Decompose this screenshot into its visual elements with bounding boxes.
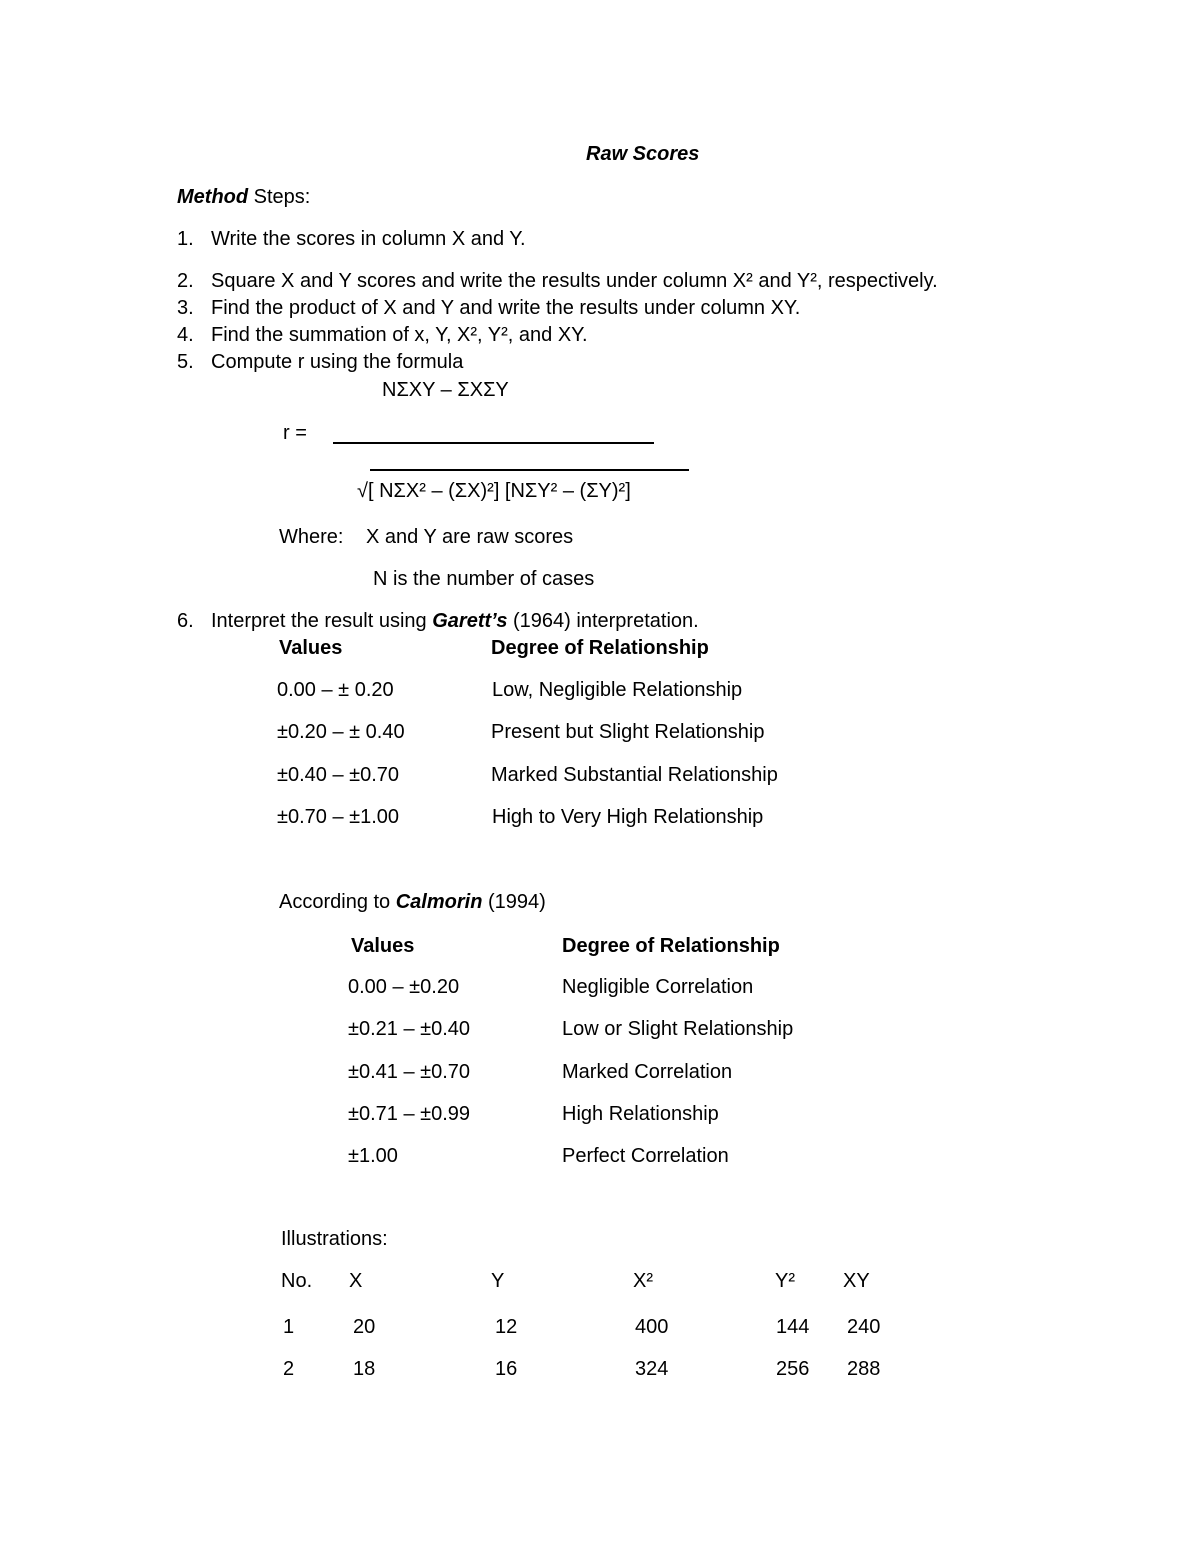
where-line-2: N is the number of cases: [373, 568, 595, 590]
illus-row-2-x: 18: [353, 1358, 376, 1380]
calmorin-row-2-value: ±0.21 – ±0.40: [348, 1018, 471, 1040]
formula-radical-bar: [370, 469, 689, 471]
step-2-text: Square X and Y scores and write the results under column X² and Y², respectively.: [211, 270, 938, 292]
calmorin-row-4-value: ±0.71 – ±0.99: [348, 1103, 471, 1125]
illus-row-1-no: 1: [283, 1316, 295, 1338]
garett-row-4-value: ±0.70 – ±1.00: [277, 806, 400, 828]
step-3-text: Find the product of X and Y and write the results under column XY.: [211, 297, 801, 319]
formula-denominator: √[ NΣX² – (ΣX)²] [NΣY² – (ΣY)²]: [357, 480, 631, 502]
calmorin-header-degree: Degree of Relationship: [562, 935, 780, 957]
illus-row-2-x2: 324: [635, 1358, 669, 1380]
where-line-1: X and Y are raw scores: [366, 526, 574, 548]
step-6-text: [211, 611, 699, 631]
illus-row-1-x2: 400: [635, 1316, 669, 1338]
illus-row-2-no: 2: [283, 1358, 295, 1380]
illus-header-xy: XY: [843, 1270, 870, 1292]
formula-numerator: NΣXY – ΣXΣY: [382, 379, 509, 401]
illus-header-y2: Y²: [775, 1270, 795, 1292]
step-4-number: 4.: [177, 324, 194, 346]
calmorin-author: Calmorin: [395, 891, 483, 913]
illus-row-2-xy: 288: [847, 1358, 881, 1380]
calmorin-row-1-value: 0.00 – ±0.20: [348, 976, 460, 998]
illus-row-1-xy: 240: [847, 1316, 881, 1338]
calmorin-row-2-degree: Low or Slight Relationship: [562, 1018, 794, 1040]
illus-row-1-y2: 144: [776, 1316, 810, 1338]
calmorin-post: (1994): [482, 891, 546, 913]
step-6-author: Garett’s: [432, 610, 508, 632]
step-5-text: Compute r using the formula: [211, 351, 464, 373]
calmorin-row-4-degree: High Relationship: [562, 1103, 719, 1125]
illus-header-x: X: [349, 1270, 363, 1292]
garett-row-3-degree: Marked Substantial Relationship: [491, 764, 778, 786]
step-4-text: Find the summation of x, Y, X², Y², and XY.: [211, 324, 588, 346]
garett-header-degree: Degree of Relationship: [491, 637, 709, 659]
illus-row-2-y2: 256: [776, 1358, 810, 1380]
calmorin-header-values: Values: [351, 935, 415, 957]
step-6-pre: Interpret the result using: [211, 610, 433, 632]
formula-fraction-bar: [333, 442, 654, 444]
step-1-text: Write the scores in column X and Y.: [211, 228, 526, 250]
illus-row-1-y: 12: [495, 1316, 518, 1338]
garett-header-values: Values: [279, 637, 343, 659]
calmorin-pre: According to: [279, 891, 396, 913]
garett-row-2-degree: Present but Slight Relationship: [491, 721, 765, 743]
illus-row-2-y: 16: [495, 1358, 518, 1380]
garett-row-3-value: ±0.40 – ±0.70: [277, 764, 400, 786]
calmorin-row-5-degree: Perfect Correlation: [562, 1145, 729, 1167]
calmorin-row-5-value: ±1.00: [348, 1145, 398, 1167]
method-heading: [177, 187, 310, 207]
step-3-number: 3.: [177, 297, 194, 319]
garett-row-4-degree: High to Very High Relationship: [492, 806, 764, 828]
garett-row-1-degree: Low, Negligible Relationship: [492, 679, 743, 701]
calmorin-row-1-degree: Negligible Correlation: [562, 976, 754, 998]
method-heading-rest: Steps:: [248, 186, 311, 208]
calmorin-row-3-value: ±0.41 – ±0.70: [348, 1061, 471, 1083]
formula-r-label: r =: [283, 422, 307, 444]
method-heading-bold: Method: [177, 186, 249, 208]
illustrations-label: Illustrations:: [281, 1228, 388, 1250]
calmorin-heading: [279, 892, 546, 912]
page-title: Raw Scores: [586, 143, 700, 165]
illus-row-1-x: 20: [353, 1316, 376, 1338]
illus-header-x2: X²: [633, 1270, 653, 1292]
where-label: Where:: [279, 526, 344, 548]
illus-header-no: No.: [281, 1270, 313, 1292]
step-6-post: (1964) interpretation.: [507, 610, 699, 632]
step-1-number: 1.: [177, 228, 194, 250]
garett-row-1-value: 0.00 – ± 0.20: [277, 679, 394, 701]
step-6-number: 6.: [177, 610, 194, 632]
step-2-number: 2.: [177, 270, 194, 292]
step-5-number: 5.: [177, 351, 194, 373]
illus-header-y: Y: [491, 1270, 505, 1292]
garett-row-2-value: ±0.20 – ± 0.40: [277, 721, 405, 743]
calmorin-row-3-degree: Marked Correlation: [562, 1061, 733, 1083]
